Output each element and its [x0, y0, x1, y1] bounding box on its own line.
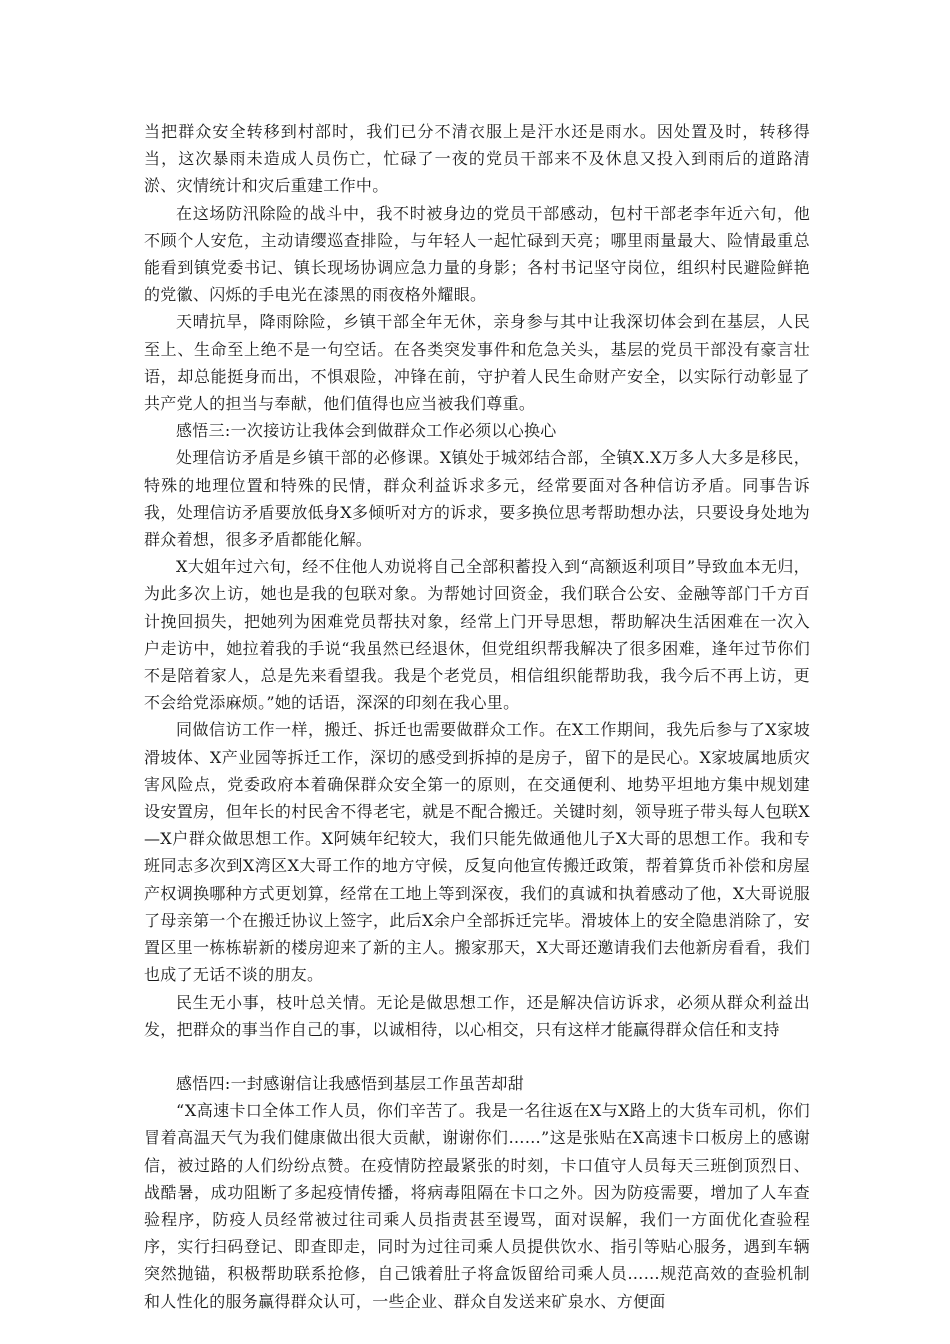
section-heading: 感悟三:一次接访让我体会到做群众工作必须以心换心 — [176, 421, 557, 441]
paragraph: X大姐年过六旬，经不住他人劝说将自己全部积蓄投入到“高额返利项目”导致血本无归，为此多次上访，她也是我的包联对象。为帮她讨回资金，我们联合公安、金融等部门千方百计挽回损失，把她列为困难党员帮扶对象，经常上门开导思想，帮助解决生活困难在一次入户走访中，她拉着我的手说“我虽然已经退休，但党组织帮我解决了很多困难，逢年过节你们不是陪着家人，总是先来看望我。我是个老党员，相信组织能帮助我，我今后不再上访，更不会给党添麻烦。”她的话语，深深的印刻在我心里。 — [144, 557, 810, 713]
paragraph: 处理信访矛盾是乡镇干部的必修课。X镇处于城郊结合部，全镇X.X万多人大多是移民，特殊的地理位置和特殊的民情，群众利益诉求多元，经常要面对各种信访矛盾。同事告诉我，处理信访矛盾要放低身X多倾听对方的诉求，要多换位思考帮助想办法，只要设身处地为群众着想，很多矛盾都能化解。 — [144, 448, 810, 550]
paragraph: 民生无小事，枝叶总关情。无论是做思想工作，还是解决信访诉求，必须从群众利益出发，把群众的事当作自己的事，以诚相待，以心相交，只有这样才能赢得群众信任和支持 — [144, 992, 810, 1039]
paragraph: 同做信访工作一样，搬迁、拆迁也需要做群众工作。在X工作期间，我先后参与了X家坡滑坡体、X产业园等拆迁工作，深切的感受到拆掉的是房子，留下的是民心。X家坡属地质灾害风险点，党委政府本着确保群众安全第一的原则，在交通便利、地势平坦地方集中规划建设安置房，但年长的村民舍不得老宅，就是不配合搬迁。关键时刻，领导班子带头每人包联X—X户群众做思想工作。X阿姨年纪较大，我们只能先做通他儿子X大哥的思想工作。我和专班同志多次到X湾区X大哥工作的地方守候，反复向他宣传搬迁政策，帮着算货币补偿和房屋产权调换哪种方式更划算，经常在工地上等到深夜，我们的真诚和执着感动了他，X大哥说服了母亲第一个在搬迁协议上签字，此后X余户全部拆迁完毕。滑坡体上的安全隐患消除了，安置区里一栋栋崭新的楼房迎来了新的主人。搬家那天，X大哥还邀请我们去他新房看看，我们也成了无话不谈的朋友。 — [144, 720, 810, 985]
paragraph: 当把群众安全转移到村部时，我们已分不清衣服上是汗水还是雨水。因处置及时，转移得当，这次暴雨未造成人员伤亡，忙碌了一夜的党员干部来不及休息又投入到雨后的道路清淤、灾情统计和灾后重建工作中。 — [144, 122, 810, 196]
section-heading: 感悟四:一封感谢信让我感悟到基层工作虽苦却甜 — [176, 1073, 524, 1093]
paragraph: 在这场防汛除险的战斗中，我不时被身边的党员干部感动，包村干部老李年近六旬，他不顾个人安危，主动请缨巡查排险，与年轻人一起忙碌到天亮；哪里雨量最大、险情最重总能看到镇党委书记、镇长现场协调应急力量的身影；各村书记坚守岗位，组织村民避险鲜艳的党徽、闪烁的手电光在漆黑的雨夜格外耀眼。 — [144, 203, 810, 305]
paragraph: 天晴抗旱，降雨除险，乡镇干部全年无休，亲身参与其中让我深切体会到在基层，人民至上、生命至上绝不是一句空话。在各类突发事件和危急关头，基层的党员干部没有豪言壮语，却总能挺身而出，不惧艰险，冲锋在前，守护着人民生命财产安全，以实际行动彰显了共产党人的担当与奉献，他们值得也应当被我们尊重。 — [144, 312, 810, 414]
paragraph: “X高速卡口全体工作人员，你们辛苦了。我是一名往返在X与X路上的大货车司机，你们冒着高温天气为我们健康做出很大贡献，谢谢你们……”这是张贴在X高速卡口板房上的感谢信，被过路的人们纷纷点赞。在疫情防控最紧张的时刻，卡口值守人员每天三班倒顶烈日、战酷暑，成功阻断了多起疫情传播，将病毒阻隔在卡口之外。因为防疫需要，增加了人车查验程序，防疫人员经常被过往司乘人员指责甚至谩骂，面对误解，我们一方面优化查验程序，实行扫码登记、即查即走，同时为过往司乘人员提供饮水、指引等贴心服务，遇到车辆突然抛锚，积极帮助联系抢修，自己饿着肚子将盒饭留给司乘人员……规范高效的查验机制和人性化的服务赢得群众认可，一些企业、群众自发送来矿泉水、方便面 — [144, 1101, 810, 1311]
paragraph-gap — [144, 1043, 810, 1070]
